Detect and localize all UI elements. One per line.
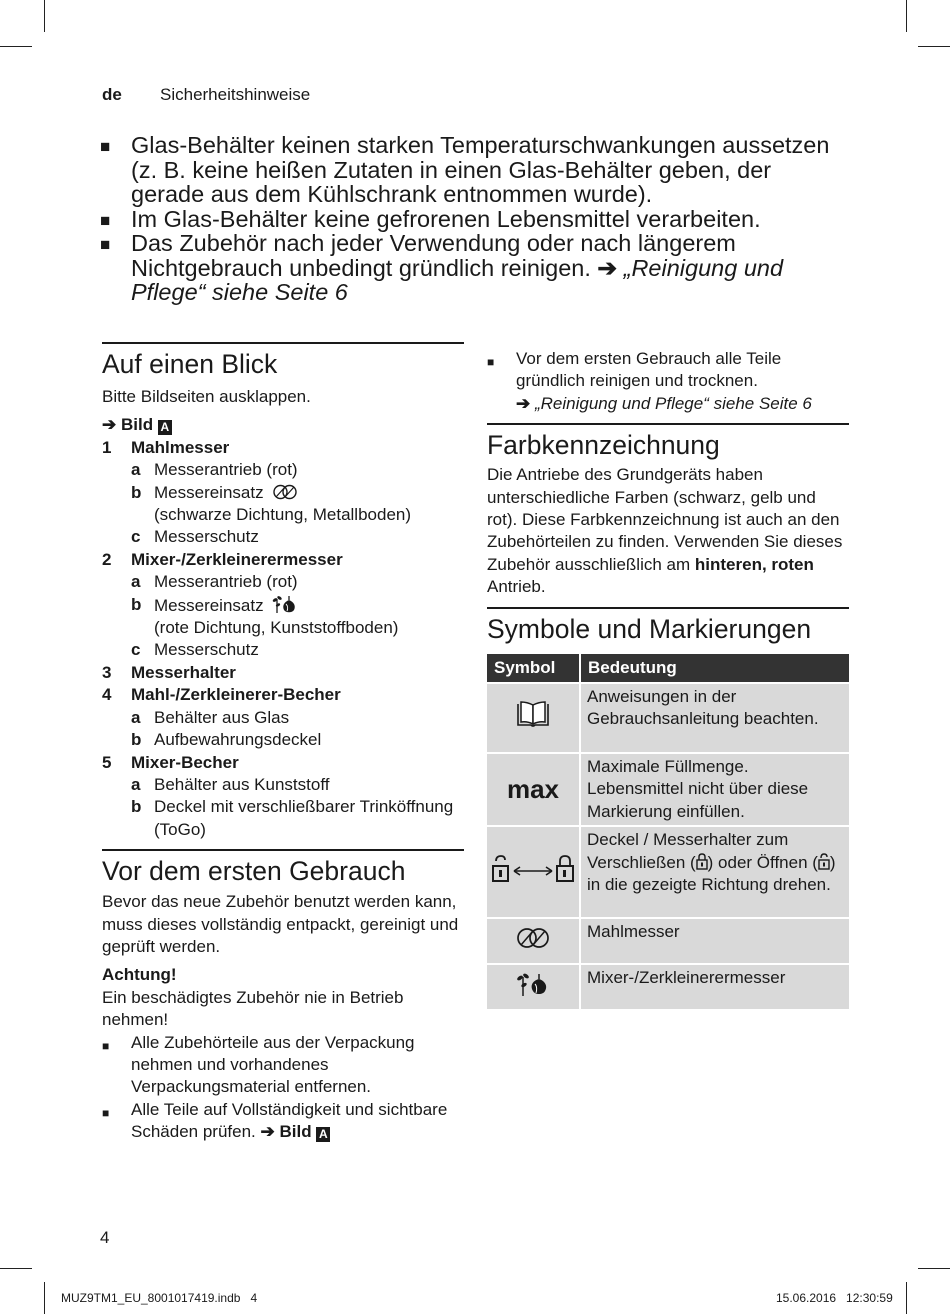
meaning-cell: Mixer-/Zerkleinerermesser [581,965,849,1009]
body-text: Die Antriebe des Grundgeräts haben unterschiedliche Farben (schwarz, gelb und rot). Diese Farbkennzeichnung ist auch an den Zubehörteilen zu finden. Verwenden Sie dieses Zubehör ausschließlich am hinteren, roten Antrieb. [487,465,843,597]
symbol-cell [487,684,579,752]
section-symbols [487,607,849,645]
mixer-blade-icon [516,971,550,997]
intro-text: Bevor das neue Zubehör benutzt werden kann, muss dieses vollständig entpackt, gereinigt und geprüft werden. [102,892,459,956]
section-overview [102,342,464,380]
table-header-row [487,654,849,682]
parts-subitem: b Messereinsatz (schwarze Dichtung, Metallboden) [131,482,412,525]
symbol-cell [487,965,579,1009]
list-item: ■ Glas-Behälter keinen starken Temperaturschwankungen aussetzen (z. B. keine heißen Zutaten in einen Glas-Behälter geben, der gerade aus dem Kühlschrank entnommen wurde). [100,132,830,207]
lock-open-icon [818,853,830,870]
table-row [487,684,849,752]
meaning-cell: Maximale Füllmenge. Lebensmittel nicht über diese Markierung einfüllen. [581,754,849,825]
section-first-use [102,849,464,887]
parts-item: 1 Mahlmesser [102,437,230,457]
bullet-square-icon: ■ [100,210,111,230]
figure-box-icon: A [158,420,172,435]
arrow-right-icon: ➔ [516,393,531,413]
list-item: ■ Vor dem ersten Gebrauch alle Teile gründlich reinigen und trocknen. ➔ „Reinigung und Pflege“ siehe Seite 6 [487,348,849,415]
parts-subitem: b Deckel mit verschließbarer Trinköffnung (ToGo) [131,797,454,839]
meaning-cell: Deckel / Messerhalter zum Verschließen ( ) oder Öffnen ( ) in die gezeigte Richtung drehen. [581,827,849,917]
book-icon [515,701,551,729]
table-row [487,754,849,825]
crop-mark [918,1268,950,1269]
table-row [487,919,849,963]
symbol-cell [487,827,579,917]
bullet-square-icon: ■ [487,355,495,369]
right-column [487,348,849,1011]
parts-subitem: a Behälter aus Kunststoff [131,774,330,794]
mixer-blade-icon [272,594,298,614]
list-item: ■ Das Zubehör nach jeder Verwendung oder nach längerem Nichtgebrauch unbedingt gründlich reinigen. ➔ „Reinigung und Pflege“ siehe Seite 6 [100,230,784,305]
crop-mark [0,46,32,47]
list-item: ■ Alle Teile auf Vollständigkeit und sichtbare Schäden prüfen. ➔ Bild A [102,1099,464,1144]
list-item: ■ Im Glas-Behälter keine gefrorenen Lebensmittel verarbeiten. [100,205,761,232]
parts-item: 2 Mixer-/Zerkleinerermesser [102,549,343,569]
crop-mark [0,1268,32,1269]
warning-text: Ein beschädigtes Zubehör nie in Betrieb nehmen! [102,987,404,1030]
warning-title: Achtung! [102,965,177,985]
bullet-square-icon: ■ [102,1038,110,1053]
meaning-cell: Mahlmesser [581,919,849,963]
parts-subitem: b Aufbewahrungsdeckel [131,730,322,750]
list-item: ■ Alle Zubehörteile aus der Verpackung nehmen und vorhandenes Verpackungsmaterial entfernen. [102,1032,415,1097]
section-title: Vor dem ersten Gebrauch [102,856,406,887]
crop-mark [906,1282,907,1314]
section-title: Symbole und Markierungen [487,613,812,644]
safety-list [100,133,840,305]
parts-subitem: a Behälter aus Glas [131,707,290,727]
left-column [102,342,464,1144]
table-row [487,965,849,1009]
parts-item: 3 Messerhalter [102,662,236,682]
grinder-blade-icon [272,484,298,500]
intro-text: Bitte Bildseiten ausklappen. [102,387,311,406]
arrow-right-icon: ➔ [102,415,117,435]
figure-reference: ➔ Bild A [102,414,464,436]
section-title: Auf einen Blick [102,349,278,379]
symbols-table [485,652,851,1012]
cross-reference-link[interactable]: „Reinigung und Pflege“ siehe Seite 6 [131,254,784,305]
section-header: Sicherheitshinweise [160,85,311,104]
crop-mark [906,0,907,32]
max-symbol: max [487,754,579,825]
parts-subitem: c Messerschutz [131,527,259,547]
parts-subitem: b Messereinsatz (rote Dichtung, Kunststoffboden) [131,594,399,638]
footer-date: 15.06.2016 12:30:59 [776,1291,893,1305]
grinder-blade-icon [516,927,550,949]
parts-item: 5 Mixer-Becher [102,752,239,772]
bullet-square-icon: ■ [100,137,111,156]
crop-mark [918,46,950,47]
crop-mark [44,1282,45,1314]
table-row [487,827,849,917]
lock-open-close-icon [492,855,574,883]
arrow-right-icon: ➔ [260,1122,275,1142]
section-color-coding [487,423,849,461]
symbol-cell [487,919,579,963]
arrow-right-icon: ➔ [597,254,618,281]
meaning-cell: Anweisungen in der Gebrauchsanleitung beachten. [581,684,849,752]
bullet-square-icon: ■ [100,235,111,254]
parts-subitem: a Messerantrieb (rot) [131,460,298,480]
language-code: de [102,85,122,104]
column-header: Symbol [487,654,579,682]
parts-subitem: c Messerschutz [131,640,259,660]
column-header: Bedeutung [581,654,849,682]
lock-closed-icon [696,853,708,870]
bullet-square-icon: ■ [102,1105,110,1120]
parts-item: 4 Mahl-/Zerkleinerer-Becher [102,685,341,705]
page-number: 4 [100,1228,110,1247]
cross-reference-link[interactable]: „Reinigung und Pflege“ siehe Seite 6 [534,393,812,413]
figure-box-icon: A [316,1127,330,1142]
section-title: Farbkennzeichnung [487,430,720,461]
crop-mark [44,0,45,32]
parts-subitem: a Messerantrieb (rot) [131,572,298,592]
footer-file: MUZ9TM1_EU_8001017419.indb 4 [61,1291,258,1305]
